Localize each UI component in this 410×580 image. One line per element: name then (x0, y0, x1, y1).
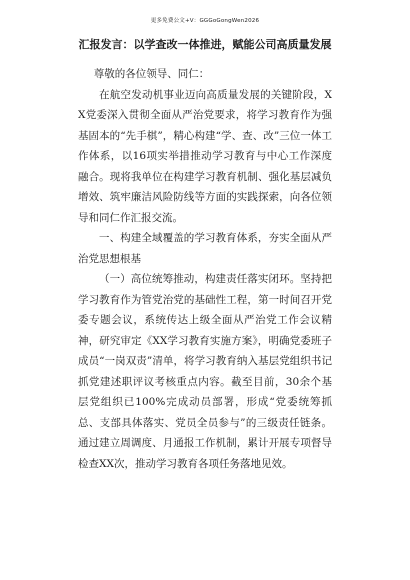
greeting: 尊敬的各位领导、同仁： (93, 68, 210, 80)
watermark-text: 更多免费公文+V：GGGoGongWen2026 (150, 18, 260, 24)
paragraph-intro: 在航空发动机事业迈向高质量发展的关键阶段，XX党委深入贯彻全面从严治党要求，将学习教育作为强基固本的“先手棋”，精心构建“学、查、改”三位一体工作体系，以16项实举措推动学习教育与中心工作深度融合。现将我单位在构建学习教育机制、强化基层减负增效、筑牢廉洁风险防线等方面的实践探索，向各位领导和同仁作汇报交流。 (78, 88, 332, 224)
paragraph-section-1-1: （一）高位统筹推动，构建责任落实闭环。坚持把学习教育作为管党治党的基础性工程，第一时间召开党委专题会议，系统传达上级全面从严治党工作会议精神，研究审定《XX学习教育实施方案》，明确党委班子成员“一岗双责”清单，将学习教育纳入基层党组织书记抓党建述职评议考核重点内容。截至目前，30余个基层党组织已100%完成动员部署，形成“党委统筹抓总、支部具体落实、党员全员参与”的三级责任链条。通过建立周调度、月通报工作机制，累计开展专项督导检查XX次，推动学习教育各项任务落地见效。 (78, 273, 332, 470)
document-title: 汇报发言：以学查改一体推进，赋能公司高质量发展 (78, 38, 332, 51)
document-body (78, 36, 332, 474)
section-heading-1: 一、构建全域覆盖的学习教育体系，夯实全面从严治党思想根基 (78, 232, 332, 265)
